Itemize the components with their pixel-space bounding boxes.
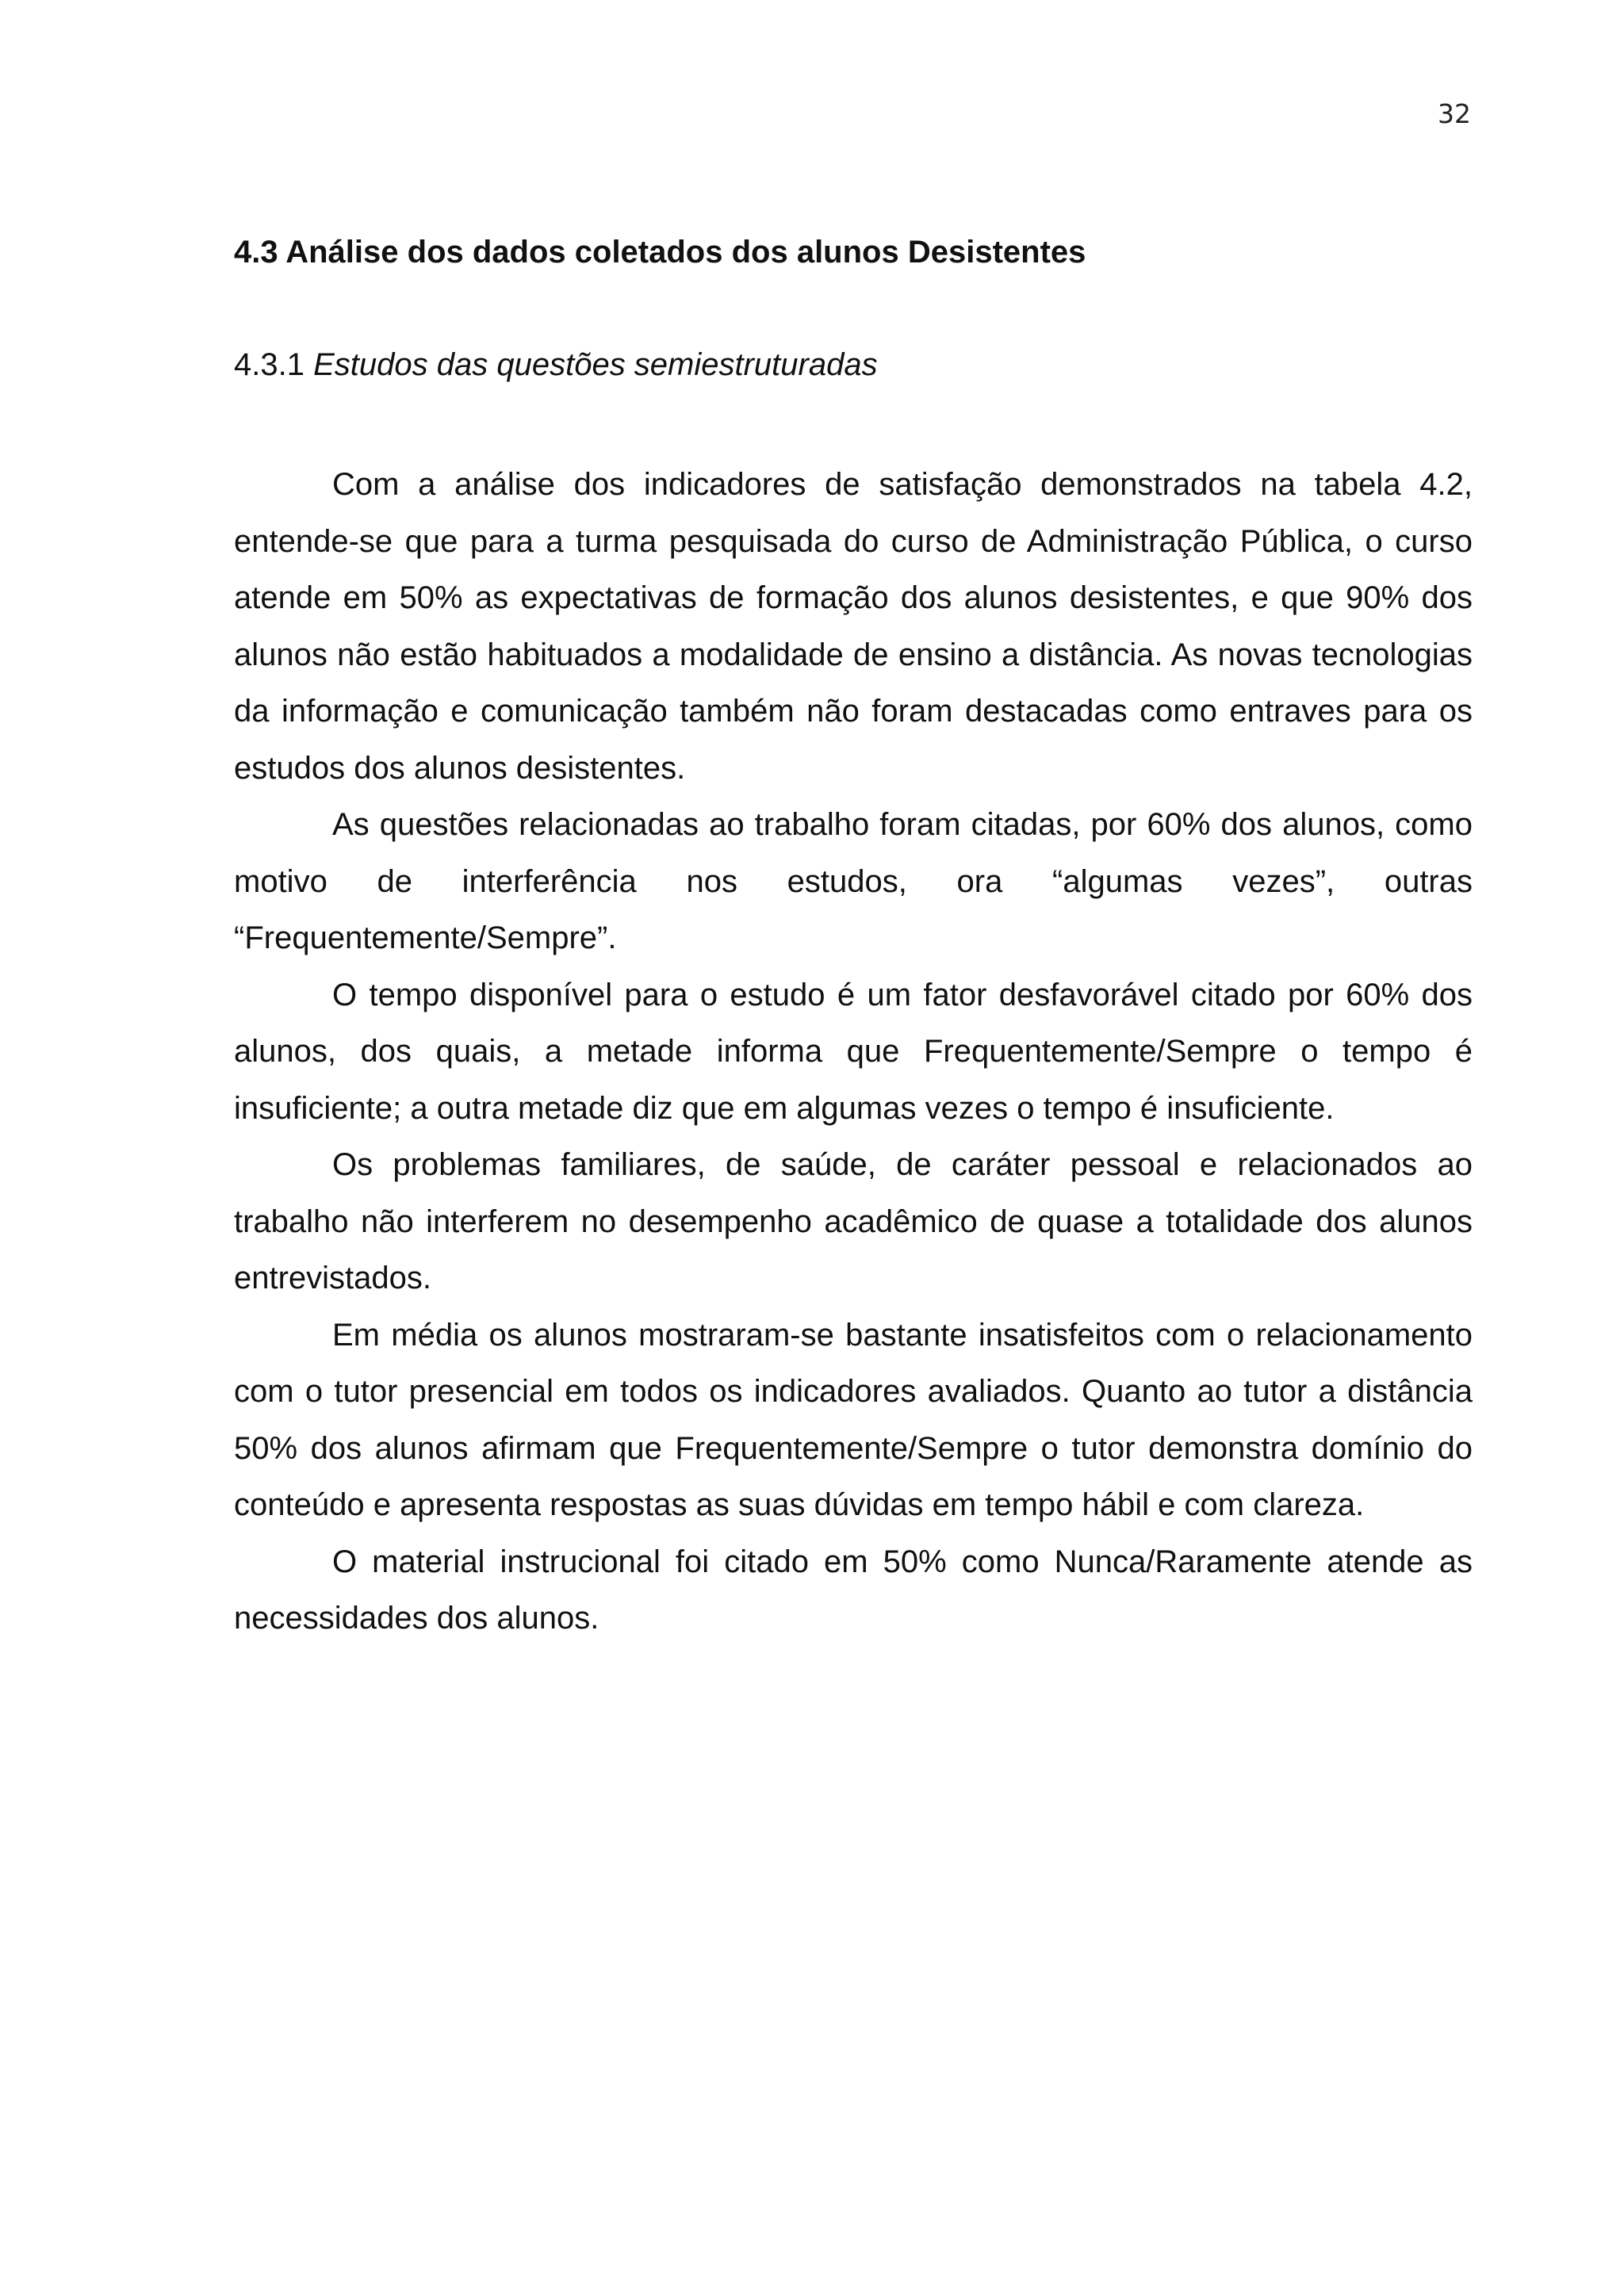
paragraph: O material instrucional foi citado em 50% como Nunca/Raramente atende as necessidades dos alunos. — [234, 1544, 1473, 1636]
subsection-name: Estudos das questões semiestruturadas — [313, 347, 878, 382]
paragraph: As questões relacionadas ao trabalho foram citadas, por 60% dos alunos, como motivo de interferência nos estudos, ora “algumas vezes”, outras “Frequentemente/Sempre”. — [234, 807, 1473, 955]
body-text — [234, 457, 1473, 1647]
subsection-number: 4.3.1 — [234, 347, 304, 382]
paragraph: Os problemas familiares, de saúde, de caráter pessoal e relacionados ao trabalho não interferem no desempenho acadêmico de quase a totalidade dos alunos entrevistados. — [234, 1147, 1473, 1295]
paragraph: Em média os alunos mostraram-se bastante insatisfeitos com o relacionamento com o tutor presencial em todos os indicadores avaliados. Quanto ao tutor a distância 50% dos alunos afirmam que Frequentemente/Sempre o tutor demonstra domínio do conteúdo e apresenta respostas as suas dúvidas em tempo hábil e com clareza. — [234, 1317, 1473, 1522]
paragraph: O tempo disponível para o estudo é um fator desfavorável citado por 60% dos alunos, dos quais, a metade informa que Frequentemente/Sempre o tempo é insuficiente; a outra metade diz que em algumas vezes o tempo é insuficiente. — [234, 977, 1473, 1126]
paragraph: Com a análise dos indicadores de satisfação demonstrados na tabela 4.2, entende-se que para a turma pesquisada do curso de Administração Pública, o curso atende em 50% as expectativas de formação dos alunos desistentes, e que 90% dos alunos não estão habituados a modalidade de ensino a distância. As novas tecnologias da informação e comunicação também não foram destacadas como entraves para os estudos dos alunos desistentes. — [234, 467, 1473, 786]
page-content — [234, 230, 1473, 1647]
subsection-title — [234, 342, 1473, 387]
page-number: 32 — [1438, 98, 1471, 129]
section-title: 4.3 Análise dos dados coletados dos alunos Desistentes — [234, 235, 1086, 270]
